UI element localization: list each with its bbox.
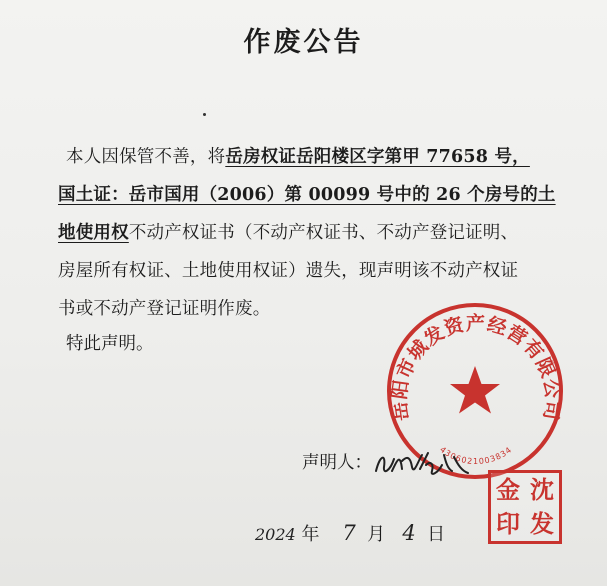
- body-line-4: 房屋所有权证、土地使用权证）遗失，现声明该不动产权证: [58, 261, 519, 281]
- date-day-unit: 日: [427, 524, 446, 545]
- date-day: 4: [402, 521, 416, 545]
- seal-code: 4306021003834: [438, 445, 514, 467]
- date-month: 7: [342, 521, 356, 545]
- stamp-char: 金: [496, 475, 520, 504]
- land-certificate-number: 国土证：岳市国用（2006）第 00099 号中的 26 个房号的土: [58, 185, 556, 205]
- document-title: 作废公告: [243, 27, 364, 58]
- body-line-1: [58, 138, 578, 176]
- body-line-3-rest: 不动产权证书（不动产权证书、不动产登记证明、: [128, 223, 519, 243]
- stamp-char: 印: [496, 509, 520, 538]
- ink-dot: [203, 113, 206, 116]
- body-line-1-intro: 本人因保管不善，将: [66, 147, 226, 167]
- seal-star-icon: [450, 366, 500, 414]
- signature-label: 声明人：: [302, 453, 372, 473]
- date-year-unit: 年: [301, 524, 320, 545]
- land-use-right: 地使用权: [58, 223, 129, 243]
- seal-name: 岳阳市城发资产经营有限公司: [388, 312, 564, 423]
- closing-statement: 特此声明。: [66, 334, 154, 354]
- stamp-char: 发: [530, 509, 554, 538]
- body-line-2: [58, 176, 578, 214]
- signing-date: [255, 520, 445, 546]
- body-line-5: 书或不动产登记证明作废。: [58, 299, 271, 319]
- body-line-3: [58, 214, 578, 252]
- handwritten-signature: [372, 441, 472, 481]
- stamp-char: 沈: [530, 475, 554, 504]
- personal-seal-stamp: [488, 470, 562, 544]
- date-month-unit: 月: [367, 524, 386, 545]
- date-year: 2024: [255, 525, 296, 544]
- certificate-number: 岳房权证岳阳楼区字第甲 77658 号，: [225, 147, 530, 167]
